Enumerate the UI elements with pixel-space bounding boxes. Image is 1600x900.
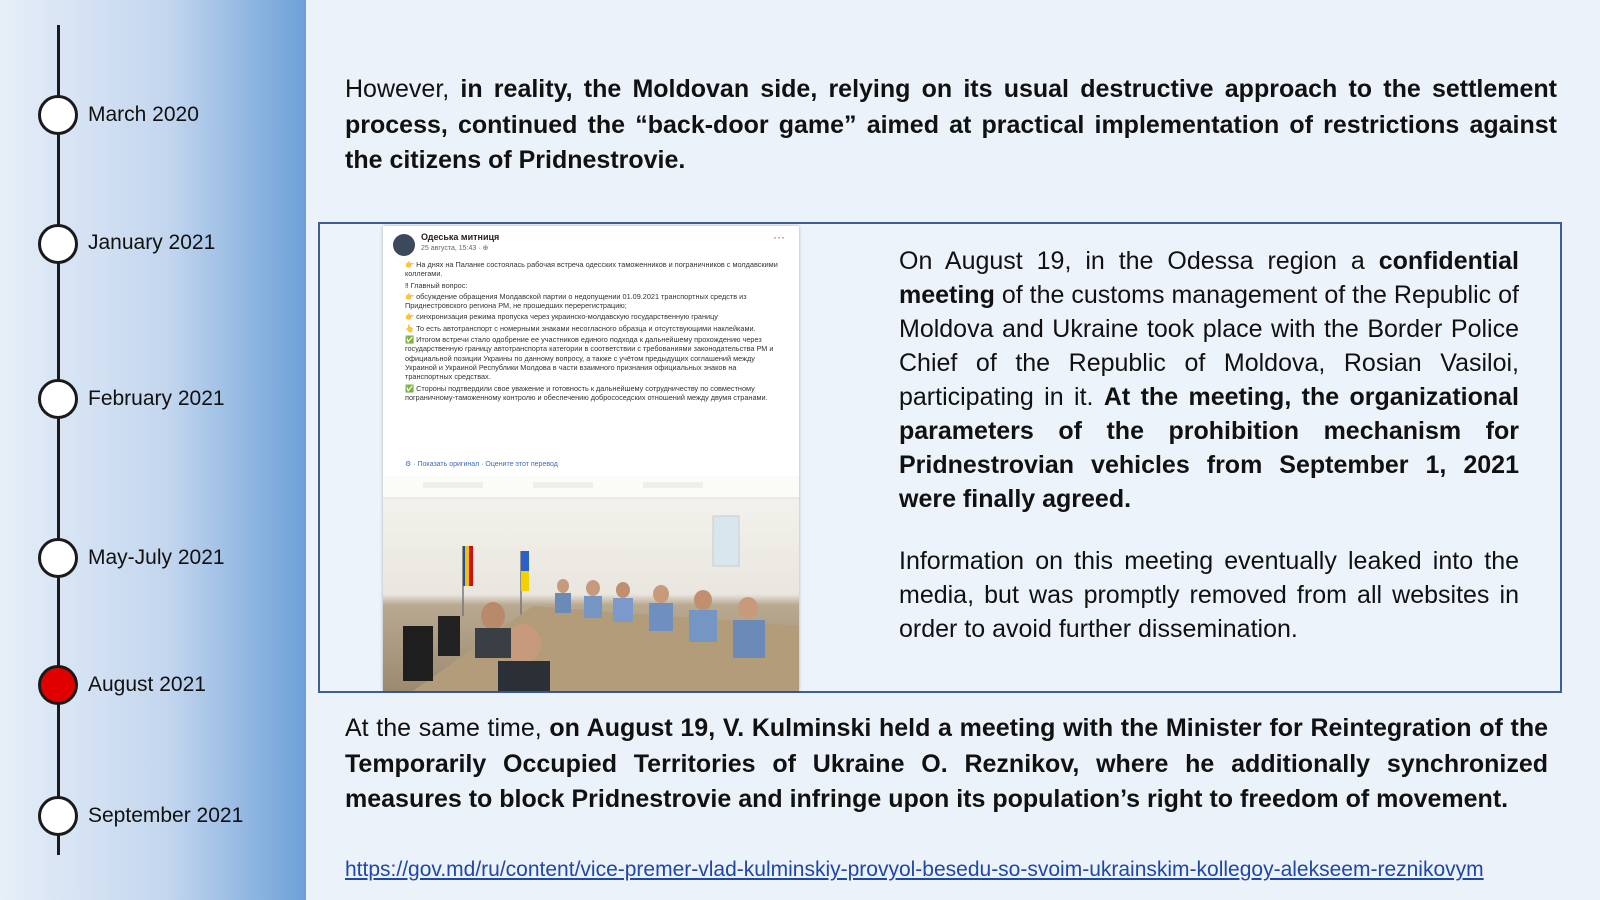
box-text-c: of the customs management of the Republic of Moldova and Ukraine took place with the Border Police Chief of the Republic of Moldova, Rosian Vasiloi, participating in it. <box>899 281 1519 411</box>
intro-paragraph <box>345 72 1557 179</box>
outro-bold-text: on August 19, V. Kulminski held a meeting with the Minister for Reintegration of the Temporarily Occupied Territories of Ukraine O. Reznikov, where he additionally synchronized measures to block Pridnestrovie and infringe upon its population’s right to freedom of movement. <box>345 714 1548 813</box>
outro-paragraph <box>345 711 1548 818</box>
box-text-d: At the meeting, the organizational parameters of the prohibition mechanism for Pridnestrovian vehicles from September 1, 2021 were finally agreed. <box>899 383 1519 513</box>
timeline-node-september-2021[interactable] <box>38 796 78 836</box>
meeting-photo-illustration <box>383 476 799 691</box>
meeting-photo <box>383 476 799 691</box>
intro-bold-text: in reality, the Moldovan side, relying on its usual destructive approach to the settlement process, continued the “back-door game” aimed at practical implementation of restrictions against the citizens of Pridnestrovie. <box>345 75 1557 174</box>
timeline-node-august-2021-active[interactable] <box>38 665 78 705</box>
post-paragraph: ✅ Стороны подтвердили свое уважение и готовность к дальнейшему сотрудничеству по совместному пограничному-таможенному контролю и обеспечению добрососедских отношений между двумя странами. <box>405 383 768 402</box>
timeline-label-february-2021[interactable]: February 2021 <box>88 387 225 410</box>
post-author: Одеська митниця <box>421 232 500 242</box>
post-paragraph: 👉 обсуждение обращения Молдавской партии о недопущении 01.09.2021 транспортных средств из Приднестровского региона РМ, не прошедших перерегистрацию; <box>405 291 747 311</box>
box-text-a: On August 19, in the Odessa region a <box>899 247 1379 275</box>
meeting-info-box <box>318 222 1562 693</box>
translation-footer: ⚙ · Показать оригинал · Оцените этот перевод <box>405 461 558 468</box>
facebook-post-screenshot <box>383 226 799 691</box>
timeline-label-september-2021[interactable]: September 2021 <box>88 804 244 827</box>
timeline-node-march-2020[interactable] <box>38 95 78 135</box>
timeline-node-may-july-2021[interactable] <box>38 538 78 578</box>
leak-information-paragraph: Information on this meeting eventually leaked into the media, but was promptly removed from all websites in order to avoid further dissemination. <box>899 547 1519 643</box>
source-link[interactable]: https://gov.md/ru/content/vice-premer-vlad-kulminskiy-provyol-besedu-so-svoim-ukrainskim-kollegoy-alekseem-reznikovym <box>345 858 1484 881</box>
more-options-icon: ··· <box>773 230 785 244</box>
outro-plain-text: At the same time, <box>345 714 550 742</box>
post-paragraph: ✅ Итогом встречи стало одобрение ее участников единого подхода к дальнейшему прохождению через государственную границу автотранспорта категории в соответствии с требованиями законодательства РМ и официальной позиции Украины по данному вопросу, а также с учётом предыдущих соглашений между Украиной и Украиной Республики Молдова в части взаимного признания официальных знаков на транспортных средствах. <box>405 335 774 382</box>
post-paragraph: ‼ Главный вопрос: <box>405 280 468 290</box>
timeline-node-january-2021[interactable] <box>38 224 78 264</box>
facebook-post <box>383 226 799 476</box>
timeline-label-january-2021[interactable]: January 2021 <box>88 231 216 254</box>
timeline-label-august-2021[interactable]: August 2021 <box>88 673 206 696</box>
post-paragraph: 👉 синхронизация режима пропуска через украинско-молдавскую государственную границу <box>405 312 718 322</box>
timeline-line <box>57 25 60 855</box>
box-text-b: confidential meeting <box>899 247 1519 309</box>
post-date: 25 августа, 15:43 · ⊕ <box>421 245 489 252</box>
timeline-label-may-july-2021[interactable]: May-July 2021 <box>88 546 225 569</box>
timeline-sidebar <box>0 0 306 900</box>
intro-plain-text: However, <box>345 75 461 103</box>
timeline-node-february-2021[interactable] <box>38 379 78 419</box>
author-avatar <box>393 234 415 256</box>
meeting-description <box>899 244 1519 516</box>
post-paragraph: 👉 На днях на Паланке состоялась рабочая встреча одесских таможенников и пограничников с молдавскими коллегами. <box>405 260 778 279</box>
timeline-label-march-2020[interactable]: March 2020 <box>88 103 199 126</box>
post-text <box>405 260 785 404</box>
post-paragraph: 👆 То есть автотранспорт с номерными знаками несогласного образца и отсутствующими наклейками. <box>405 323 756 333</box>
